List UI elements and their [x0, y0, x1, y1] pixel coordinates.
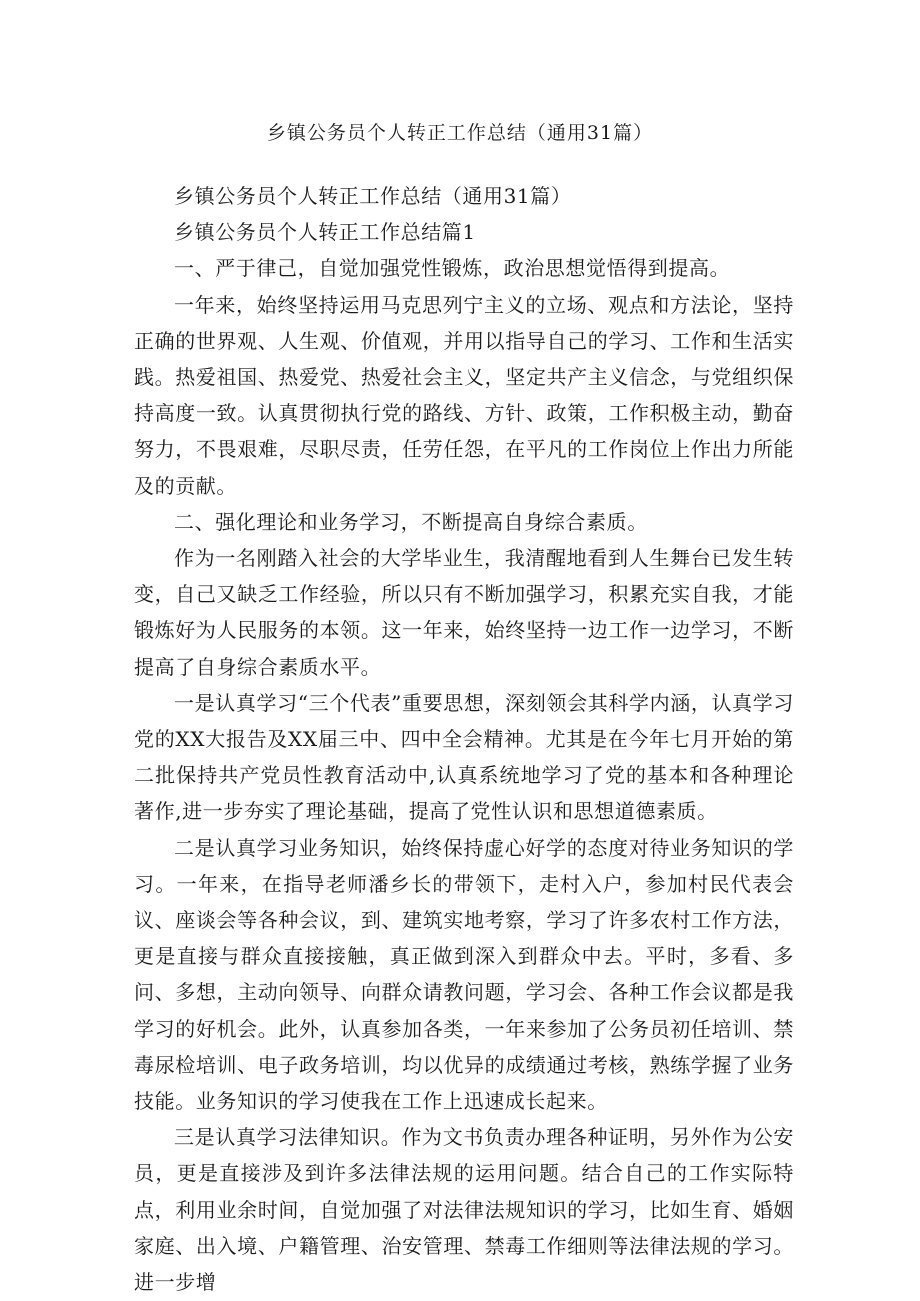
paragraph: 二、强化理论和业务学习，不断提高自身综合素质。 [174, 509, 648, 534]
paragraph: 乡镇公务员个人转正工作总结（通用31篇） [174, 184, 572, 208]
paragraph: 二是认真学习业务知识，始终保持虚心好学的态度对待业务知识的学习。一年来，在指导老师潘乡长的带领下，走村入户，参加村民代表会议、座谈会等各种会议，到、建筑实地考察，学习了许多农村工作方法，更是直接与群众直接接触，真正做到深入到群众中去。平时，多看、多问、多想，主动向领导、向群众请教问题，学习会、各种工作会议都是我学习的好机会。此外，认真参加各类，一年来参加了公务员初任培训、禁毒尿检培训、电子政务培训，均以优异的成绩通过考核，熟练学握了业务技能。业务知识的学习使我在工作上迅速成长起来。 [134, 835, 794, 1114]
document-body [134, 178, 794, 1300]
paragraph: 一、严于律己，自觉加强党性锻炼，政治思想觉悟得到提高。 [174, 256, 731, 281]
paragraph: 作为一名刚踏入社会的大学毕业生，我清醒地看到人生舞台已发生转变，自己又缺乏工作经验，所以只有不断加强学习，积累充实自我，才能锻炼好为人民服务的本领。这一年来，始终坚持一边工作一边学习，不断提高了自身综合素质水平。 [134, 546, 794, 679]
document-title: 乡镇公务员个人转正工作总结（通用31篇） [266, 122, 654, 144]
paragraph: 三是认真学习法律知识。作为文书负责办理各种证明，另外作为公安员，更是直接涉及到许多法律法规的运用问题。结合自己的工作实际特点，利用业余时间，自觉加强了对法律法规知识的学习，比如生育、婚姻家庭、出入境、户籍管理、治安管理、禁毒工作细则等法律法规的学习。进一步增 [134, 1125, 794, 1295]
paragraph: 一年来，始终坚持运用马克思列宁主义的立场、观点和方法论，坚持正确的世界观、人生观、价值观，并用以指导自己的学习、工作和生活实践。热爱祖国、热爱党、热爱社会主义，坚定共产主义信念，与党组织保持高度一致。认真贯彻执行党的路线、方针、政策，工作积极主动，勤奋努力，不畏艰难，尽职尽责，任劳任怨，在平凡的工作岗位上作出力所能及的贡献。 [134, 292, 794, 498]
paragraph: 乡镇公务员个人转正工作总结篇1 [174, 220, 476, 245]
paragraph: 一是认真学习“三个代表”重要思想，深刻领会其科学内涵，认真学习党的XX大报告及XX届三中、四中全会精神。尤其是在今年七月开始的第二批保持共产党员性教育活动中,认真系统地学习了党的基本和各种理论著作,进一步夯实了理论基础，提高了党性认识和思想道德素质。 [134, 690, 794, 824]
